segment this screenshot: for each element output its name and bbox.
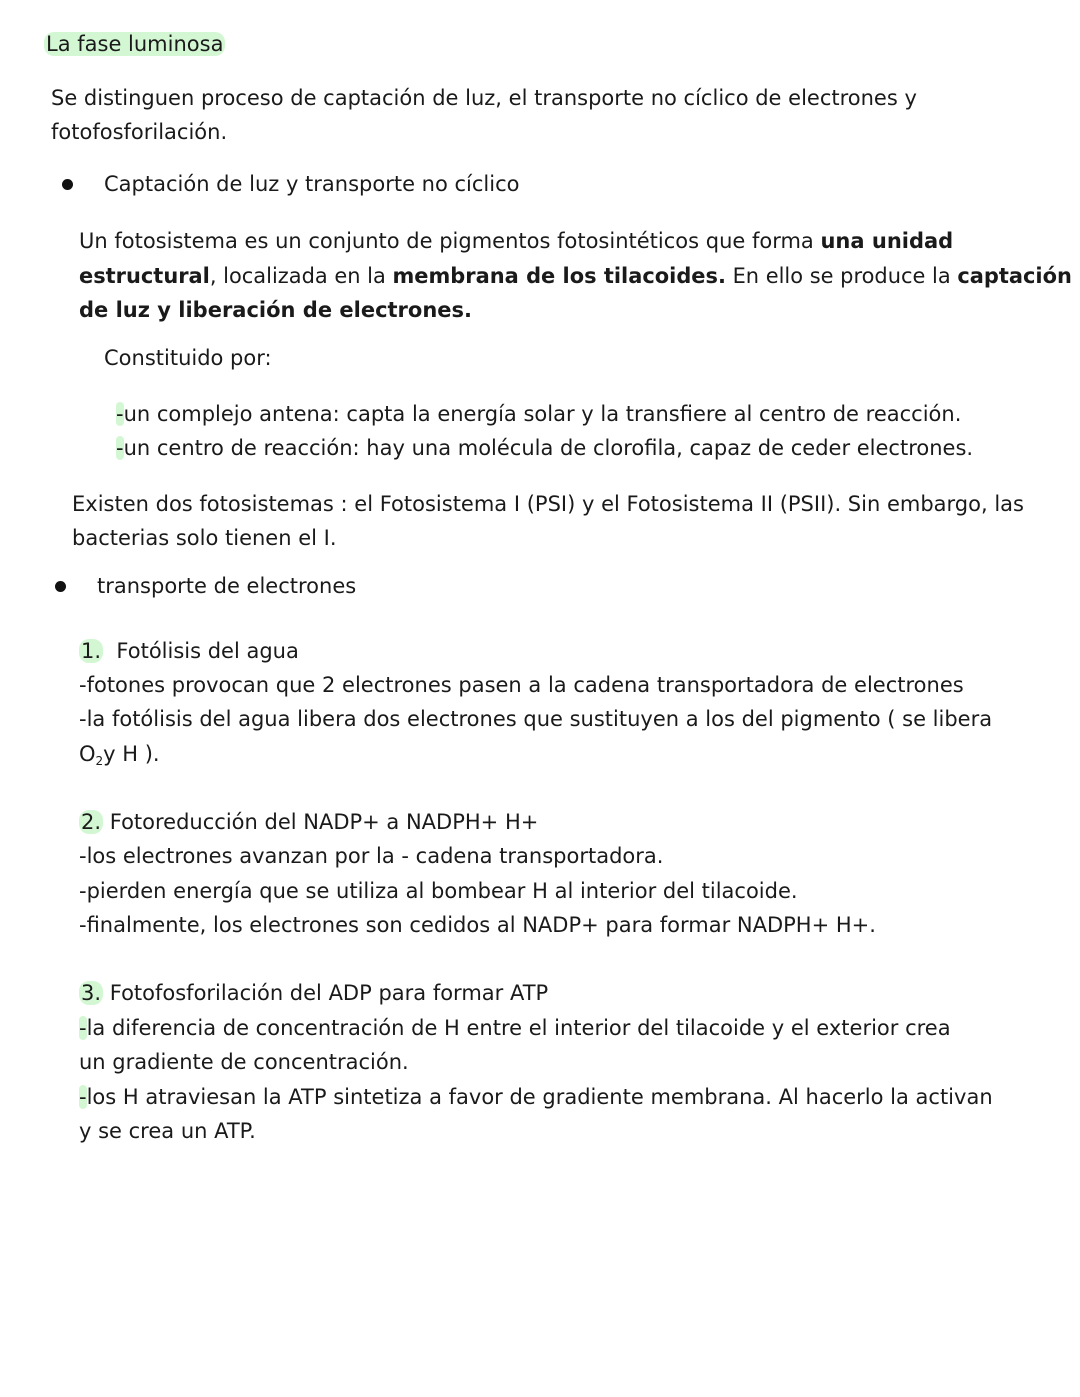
step1-line-1: -fotones provocan que 2 electrones pasen a la cadena transportadora de electrones — [79, 673, 964, 697]
existen-line-2: bacterias solo tienen el I. — [72, 526, 337, 550]
section2-heading: transporte de electrones — [97, 574, 357, 598]
constituido-label: Constituido por: — [104, 346, 272, 370]
step3-line-1: -la diferencia de concentración de H entre el interior del tilacoide y el exterior crea — [79, 1016, 951, 1040]
step1-line-2: -la fotólisis del agua libera dos electrones que sustituyen a los del pigmento ( se libera — [79, 707, 993, 731]
step2-line-2: -pierden energía que se utiliza al bombear H al interior del tilacoide. — [79, 879, 798, 903]
list-item: -un centro de reacción: hay una molécula de clorofila, capaz de ceder electrones. — [116, 436, 974, 460]
step2-line-3: -finalmente, los electrones son cedidos al NADP+ para formar NADPH+ H+. — [79, 913, 876, 937]
step3-line-2: un gradiente de concentración. — [79, 1050, 409, 1074]
page-title: La fase luminosa — [46, 32, 224, 56]
step3-line-3: -los H atraviesan la ATP sintetiza a favor de gradiente membrana. Al hacerlo la activan — [79, 1085, 993, 1109]
existen-line-1: Existen dos fotosistemas : el Fotosistema I (PSI) y el Fotosistema II (PSII). Sin embargo, las — [72, 492, 1024, 516]
section1-heading: Captación de luz y transporte no cíclico — [104, 172, 520, 196]
step1-title: 1. Fotólisis del agua — [81, 639, 299, 663]
step2-title: 2. Fotoreducción del NADP+ a NADPH+ H+ — [81, 810, 539, 834]
step3-line-4: y se crea un ATP. — [79, 1119, 256, 1143]
intro-line-1: Se distinguen proceso de captación de luz, el transporte no cíclico de electrones y — [51, 86, 917, 110]
list-item: -un complejo antena: capta la energía solar y la transfiere al centro de reacción. — [116, 402, 962, 426]
fotosistema-paragraph-line-3: de luz y liberación de electrones. — [79, 298, 473, 322]
step2-line-1: -los electrones avanzan por la - cadena transportadora. — [79, 844, 664, 868]
bullet-icon — [62, 179, 73, 190]
intro-line-2: fotofosforilación. — [51, 120, 228, 144]
bullet-icon — [55, 581, 66, 592]
fotosistema-paragraph-line-1: Un fotosistema es un conjunto de pigmentos fotosintéticos que forma una unidad — [79, 229, 954, 253]
step3-title: 3. Fotofosforilación del ADP para formar ATP — [81, 981, 549, 1005]
fotosistema-paragraph-line-2: estructural, localizada en la membrana de los tilacoides. En ello se produce la captación — [79, 264, 1072, 288]
step1-line-3: $O_2y$ H ). — [79, 742, 160, 768]
